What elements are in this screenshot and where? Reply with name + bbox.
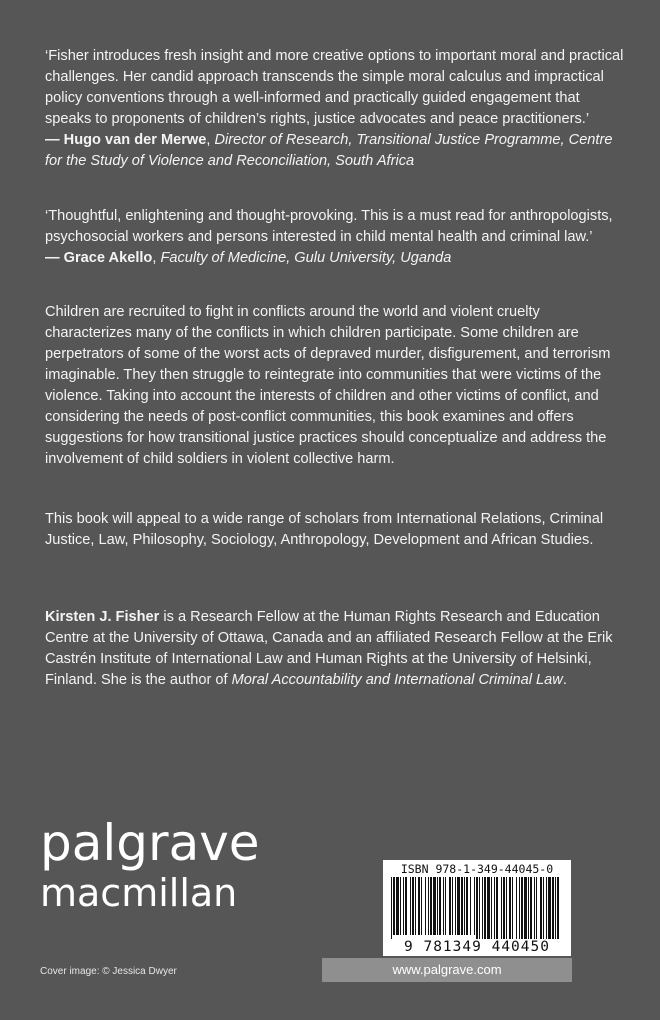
barcode-bar [516,877,517,939]
barcode-bar [540,877,542,939]
barcode-bar [512,877,513,939]
quote-separator: , [206,132,215,148]
barcode-bar [496,877,498,939]
barcode-bar [494,877,495,939]
barcode-bar [501,877,502,939]
barcode-bar [445,877,446,935]
barcode-bar [474,877,475,935]
barcode-bar [524,877,527,939]
barcode-bar [433,877,436,935]
quote-author: Grace Akello [63,250,153,266]
barcode-bar [415,877,416,935]
publisher-logo-line2: macmillan [40,871,238,915]
barcode-bar [534,877,535,939]
quote-affiliation: Faculty of Medicine, Gulu University, Uganda [160,250,452,266]
barcode-bar [400,877,401,935]
barcode-bar [464,877,465,935]
author-bio-text: is a Research Fellow at the Human Rights Research and Education Centre at the University of Ottawa, Canada and an affiliated Research Fellow at the Erik Castrén Institute of International Law and Human Rights at the University of Helsinki, Finland. She is the author of [45,609,613,688]
barcode-bar [421,877,422,935]
quote-dash: — [45,250,64,266]
barcode-bar [530,877,532,939]
isbn-barcode [383,860,571,956]
audience-statement: This book will appeal to a wide range of scholars from International Relations, Criminal Justice, Law, Philosophy, Sociology, Anthropology, Development and African Studies. [45,511,604,548]
barcode-bar [479,877,480,939]
endorsement-quote-1 [45,46,625,172]
barcode-number: 9 781349 440450 [404,939,550,955]
publisher-logo [40,814,260,915]
barcode-bar [484,877,486,939]
barcode-bar [470,877,471,935]
barcode-bar [548,877,551,939]
barcode-bar [555,877,556,939]
barcode-bar [430,877,432,935]
quote-affiliation: Director of Research, Transitional Justice Programme, Centre for the Study of Violence and Reconciliation, South Africa [45,132,613,169]
author-bio [45,607,625,691]
barcode-bar [393,877,395,935]
quote-text: ‘Fisher introduces fresh insight and more creative options to important moral and practical challenges. Her candid approach transcends the simple moral calculus and impractical policy conventions through a well-informed and practically guided engagement that speaks to proponents of children’s rights, justice advocates and peace practitioners.’ [45,48,624,127]
quote-author: Hugo van der Merwe [63,132,207,148]
barcode-bar [452,877,453,935]
quote-dash: — [45,132,64,148]
publisher-website: www.palgrave.com [322,958,572,982]
barcode-bar [543,877,544,939]
barcode-bar [443,877,444,935]
barcode-bar [536,877,537,939]
barcode-bar [528,877,529,939]
barcode-bar [482,877,483,939]
barcode-bar [506,877,507,939]
barcode-bar [491,877,492,939]
barcode-bar [503,877,505,939]
barcode-bars [389,877,565,939]
barcode-bar [519,877,520,939]
barcode-bar [437,877,438,935]
barcode-bar [455,877,456,935]
isbn-label: ISBN 978-1-349-44045-0 [400,862,554,876]
author-name: Kirsten J. Fisher [45,609,160,625]
barcode-bar [412,877,414,935]
barcode-bar [509,877,511,939]
quote-attribution [45,250,451,266]
barcode-bar [418,877,420,935]
barcode-bar [461,877,463,935]
barcode-bar [476,877,478,939]
barcode-bar [405,877,407,935]
publisher-logo-line1: palgrave [40,814,260,872]
barcode-bar [396,877,399,935]
quote-separator: , [152,250,161,266]
quote-attribution [45,132,612,169]
barcode-bar [546,877,547,939]
barcode-bar [410,877,411,935]
barcode-bar [487,877,490,939]
barcode-bar [391,877,392,939]
book-description: Children are recruited to fight in conflicts around the world and violent cruelty characterizes many of the conflicts in which children participate. Some children are perpetrators of some of the worst acts of depraved murder, disfigurement, and terrorism imaginable. They then struggle to reintegrate into communities that were victims of the violence. Taking into account the interests of children and other victims of conflict, and considering the needs of post-conflict communities, this book examines and offers suggestions for how transitional justice practices should conceptualize and address the involvement of child soldiers in violent collective harm. [45,304,611,467]
author-bio-end: . [562,672,567,688]
barcode-bar [557,877,559,939]
barcode-bar [403,877,404,935]
barcode-bar [425,877,426,935]
barcode-bar [439,877,441,935]
barcode-bar [449,877,451,935]
barcode-bar [428,877,429,935]
barcode-bar [457,877,460,935]
barcode-bar [552,877,554,939]
cover-image-credit: Cover image: © Jessica Dwyer [40,966,177,977]
barcode-bar [466,877,468,935]
endorsement-quote-2 [45,206,625,269]
quote-text: ‘Thoughtful, enlightening and thought-provoking. This is a must read for anthropologists, psychosocial workers and persons interested in child mental health and criminal law.’ [45,208,613,245]
barcode-bar [521,877,523,939]
author-previous-book: Moral Accountability and International Criminal Law [231,672,563,688]
